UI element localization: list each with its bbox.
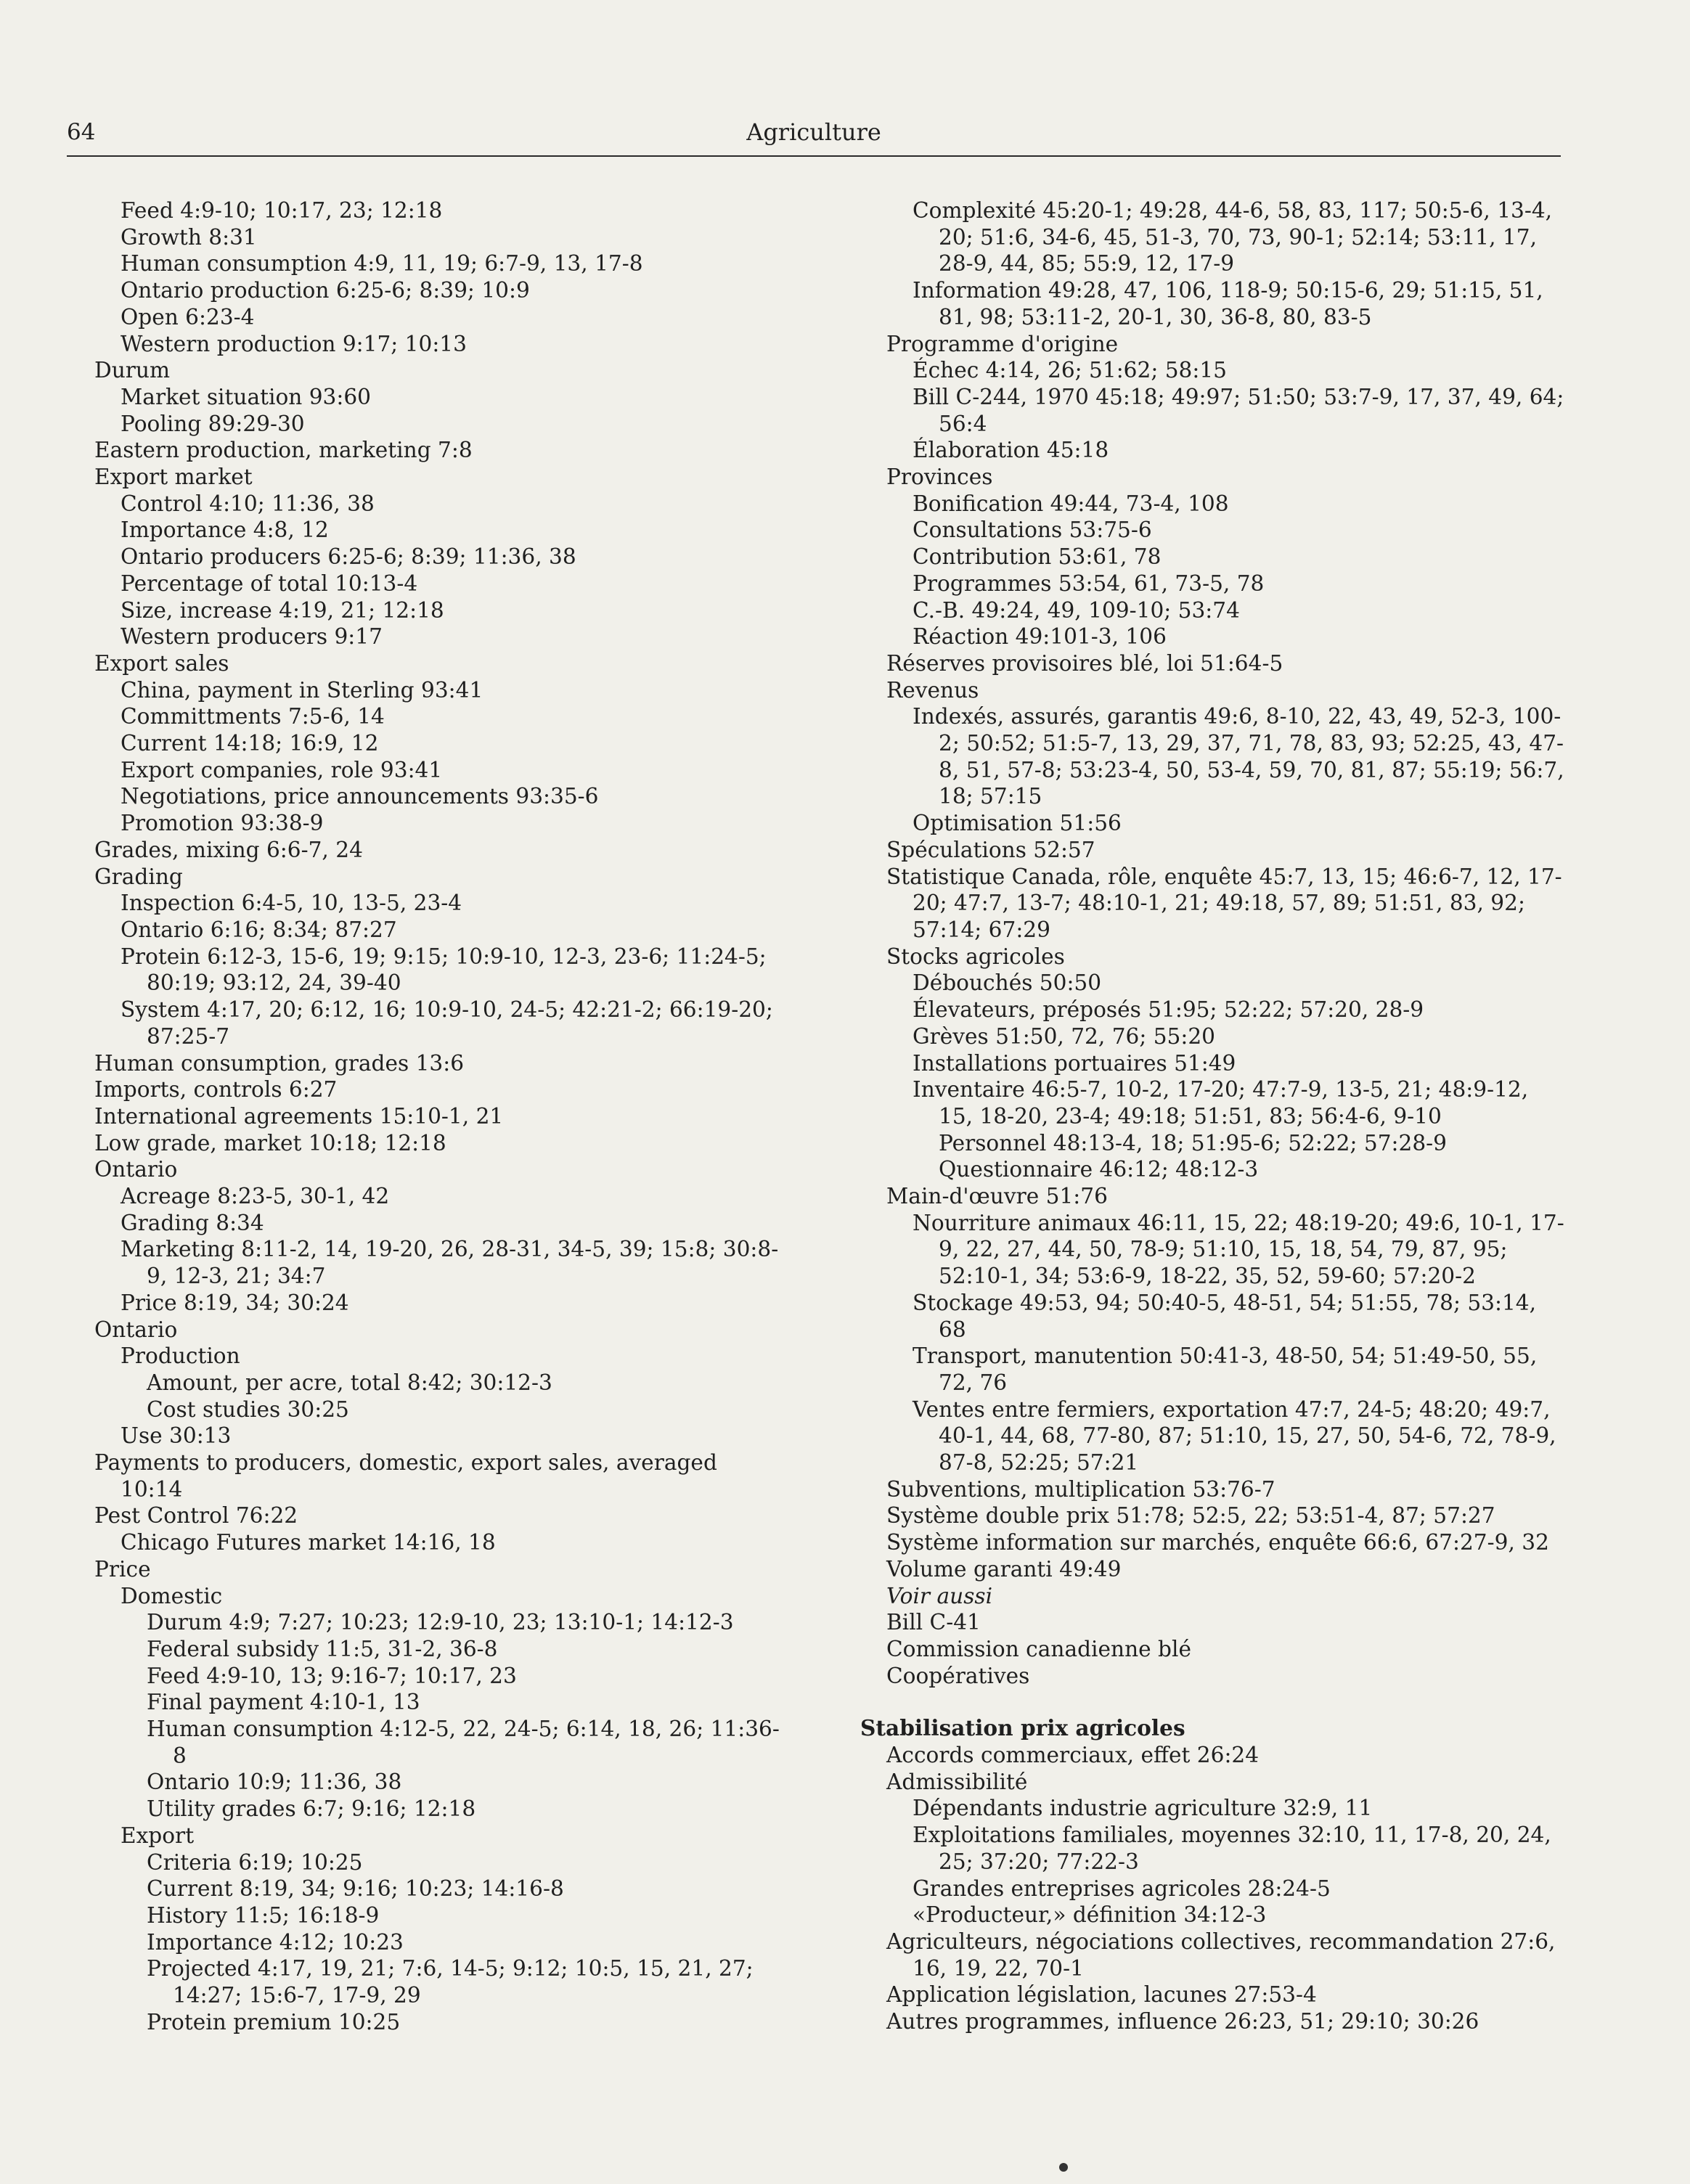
page-number: 64	[67, 119, 96, 145]
index-entry: Acreage 8:23-5, 30-1, 42	[121, 1184, 390, 1209]
index-entry: Élaboration 45:18	[913, 438, 1109, 463]
index-entry: Inspection 6:4-5, 10, 13-5, 23-4	[121, 891, 462, 916]
index-entry: Export companies, role 93:41	[121, 757, 443, 782]
index-entry: Imports, controls 6:27	[94, 1077, 338, 1103]
index-entry: Federal subsidy 11:5, 31-2, 36-8	[147, 1636, 498, 1661]
index-entry: Stockage 49:53, 94; 50:40-5, 48-51, 54; 51:55, 78; 53:14, 68	[913, 1290, 1537, 1342]
index-entry: Commission canadienne blé	[886, 1636, 1191, 1661]
index-entry: Réserves provisoires blé, loi 51:64-5	[886, 650, 1283, 676]
index-entry: Grandes entreprises agricoles 28:24-5	[913, 1876, 1331, 1901]
index-entry: Voir aussi	[886, 1583, 993, 1608]
index-entry: Autres programmes, influence 26:23, 51; 29:10; 30:26	[886, 2009, 1479, 2034]
index-entry: Ontario 10:9; 11:36, 38	[147, 1770, 402, 1795]
index-entry: China, payment in Sterling 93:41	[121, 677, 483, 703]
index-entry: Protein premium 10:25	[147, 2009, 401, 2034]
index-entry: Pooling 89:29-30	[121, 411, 305, 436]
index-entry: Control 4:10; 11:36, 38	[121, 491, 375, 516]
index-entry: Contribution 53:61, 78	[913, 544, 1162, 570]
index-entry: Eastern production, marketing 7:8	[94, 438, 473, 463]
index-entry: Complexité 45:20-1; 49:28, 44-6, 58, 83, 117; 50:5-6, 13-4, 20; 51:6, 34-6, 45, 51-3, 70, 73, 90-1; 52:14; 53:11, 17, 28-9, 44, 85; 55:9, 12, 17-9	[913, 198, 1553, 277]
index-entry: Débouchés 50:50	[913, 970, 1102, 996]
index-entry: Export sales	[94, 650, 229, 676]
index-entry: Export market	[94, 465, 253, 490]
index-entry: Ontario	[94, 1317, 178, 1342]
index-entry: Admissibilité	[886, 1769, 1028, 1794]
index-entry: Negotiations, price announcements 93:35-6	[121, 784, 599, 809]
index-entry: Importance 4:8, 12	[121, 518, 329, 543]
index-entry: Size, increase 4:19, 21; 12:18	[121, 597, 444, 623]
index-column-left	[94, 197, 784, 2036]
index-entry: Provinces	[886, 465, 993, 490]
index-entry: Réaction 49:101-3, 106	[913, 624, 1167, 650]
index-entry: Utility grades 6:7; 9:16; 12:18	[147, 1796, 476, 1822]
index-entry: Promotion 93:38-9	[121, 811, 324, 836]
index-entry: Payments to producers, domestic, export sales, averaged 10:14	[94, 1450, 717, 1502]
index-heading: Stabilisation prix agricoles	[860, 1715, 1185, 1741]
index-entry: Current 8:19, 34; 9:16; 10:23; 14:16-8	[147, 1876, 564, 1902]
index-entry: Western producers 9:17	[121, 624, 383, 650]
index-entry: Programme d'origine	[886, 331, 1119, 356]
index-entry: Ontario production 6:25-6; 8:39; 10:9	[121, 278, 530, 303]
index-column-right	[860, 197, 1564, 2035]
index-entry: Current 14:18; 16:9, 12	[121, 731, 379, 756]
index-entry: Subventions, multiplication 53:76-7	[886, 1476, 1275, 1502]
index-entry: Agriculteurs, négociations collectives, recommandation 27:6, 16, 19, 22, 70-1	[886, 1929, 1556, 1981]
index-entry: Questionnaire 46:12; 48:12-3	[939, 1157, 1259, 1182]
index-entry: Projected 4:17, 19, 21; 7:6, 14-5; 9:12; 10:5, 15, 21, 27; 14:27; 15:6-7, 17-9, 29	[147, 1956, 754, 2008]
index-entry: Élevateurs, préposés 51:95; 52:22; 57:20, 28-9	[913, 997, 1424, 1023]
index-entry: Programmes 53:54, 61, 73-5, 78	[913, 570, 1265, 596]
index-entry: Amount, per acre, total 8:42; 30:12-3	[147, 1370, 552, 1395]
index-entry: Export	[121, 1823, 195, 1848]
index-entry: Low grade, market 10:18; 12:18	[94, 1130, 446, 1156]
index-entry: Production	[121, 1343, 240, 1369]
index-entry: Human consumption 4:9, 11, 19; 6:7-9, 13, 17-8	[121, 251, 643, 277]
index-entry: Grading	[94, 864, 183, 889]
index-entry: Revenus	[886, 677, 979, 703]
index-entry: Coopératives	[886, 1663, 1030, 1688]
index-entry: Installations portuaires 51:49	[913, 1050, 1236, 1076]
index-entry: Bill C-41	[886, 1610, 981, 1635]
index-entry: Inventaire 46:5-7, 10-2, 17-20; 47:7-9, 13-5, 21; 48:9-12, 15, 18-20, 23-4; 49:18; 51:51, 83; 56:4-6, 9-10	[913, 1077, 1529, 1129]
index-entry: Information 49:28, 47, 106, 118-9; 50:15-6, 29; 51:15, 51, 81, 98; 53:11-2, 20-1, 30, 36-8, 80, 83-5	[913, 278, 1543, 330]
index-entry: Ventes entre fermiers, exportation 47:7, 24-5; 48:20; 49:7, 40-1, 44, 68, 77-80, 87; 51:10, 15, 27, 50, 54-6, 72, 78-9, 87-8, 52:25; 57:21	[913, 1396, 1556, 1476]
index-entry: Open 6:23-4	[121, 304, 255, 330]
index-entry: Price 8:19, 34; 30:24	[121, 1290, 349, 1315]
index-entry: Human consumption, grades 13:6	[94, 1050, 465, 1076]
index-entry: Importance 4:12; 10:23	[147, 1929, 404, 1955]
index-entry: History 11:5; 16:18-9	[147, 1903, 380, 1928]
index-entry: Grading 8:34	[121, 1210, 264, 1235]
index-entry: Price	[94, 1556, 151, 1582]
print-mark	[1059, 2163, 1068, 2172]
index-entry: Marketing 8:11-2, 14, 19-20, 26, 28-31, 34-5, 39; 15:8; 30:8-9, 12-3, 21; 34:7	[121, 1237, 779, 1289]
index-entry: Volume garanti 49:49	[886, 1556, 1122, 1582]
index-entry: «Producteur,» définition 34:12-3	[913, 1902, 1267, 1928]
index-entry: Feed 4:9-10; 10:17, 23; 12:18	[121, 198, 443, 223]
index-entry: Main-d'œuvre 51:76	[886, 1184, 1108, 1209]
index-entry: Accords commerciaux, effet 26:24	[886, 1743, 1260, 1768]
index-entry: Feed 4:9-10, 13; 9:16-7; 10:17, 23	[147, 1663, 517, 1688]
index-entry: Percentage of total 10:13-4	[121, 570, 418, 596]
index-entry: Ontario 6:16; 8:34; 87:27	[121, 917, 397, 942]
index-entry: Chicago Futures market 14:16, 18	[121, 1530, 496, 1555]
running-title: Agriculture	[746, 118, 881, 146]
index-entry: Durum 4:9; 7:27; 10:23; 12:9-10, 23; 13:10-1; 14:12-3	[147, 1610, 734, 1635]
index-entry: Statistique Canada, rôle, enquête 45:7, 13, 15; 46:6-7, 12, 17-20; 47:7, 13-7; 48:10-1, 21; 49:18, 57, 89; 51:51, 83, 92; 57:14; 67:29	[886, 864, 1562, 942]
index-entry: Nourriture animaux 46:11, 15, 22; 48:19-20; 49:6, 10-1, 17-9, 22, 27, 44, 50, 78-9; 51:10, 15, 18, 54, 79, 87, 95; 52:10-1, 34; 53:6-9, 18-22, 35, 52, 59-60; 57:20-2	[913, 1210, 1564, 1289]
index-entry: Final payment 4:10-1, 13	[147, 1690, 420, 1715]
index-entry: Optimisation 51:56	[913, 811, 1122, 836]
index-entry: Durum	[94, 358, 171, 383]
index-entry: Growth 8:31	[121, 224, 257, 250]
index-entry: Domestic	[121, 1583, 223, 1608]
index-entry: Échec 4:14, 26; 51:62; 58:15	[913, 358, 1227, 383]
page-header	[67, 118, 1561, 157]
index-entry: Ontario	[94, 1157, 178, 1182]
index-entry: Application législation, lacunes 27:53-4	[886, 1982, 1317, 2008]
section-gap	[860, 1689, 1564, 1715]
index-entry: Bill C-244, 1970 45:18; 49:97; 51:50; 53:7-9, 17, 37, 49, 64; 56:4	[913, 384, 1564, 436]
index-entry: Protein 6:12-3, 15-6, 19; 9:15; 10:9-10, 12-3, 23-6; 11:24-5; 80:19; 93:12, 24, 39-40	[121, 944, 767, 996]
index-entry: Western production 9:17; 10:13	[121, 331, 467, 356]
index-entry: System 4:17, 20; 6:12, 16; 10:9-10, 24-5; 42:21-2; 66:19-20; 87:25-7	[121, 997, 773, 1049]
index-entry: Indexés, assurés, garantis 49:6, 8-10, 22, 43, 49, 52-3, 100-2; 50:52; 51:5-7, 13, 29, 37, 71, 78, 83, 93; 52:25, 43, 47-8, 51, 57-8; 53:23-4, 50, 53-4, 59, 70, 81, 87; 55:19; 56:7, 18; 57:15	[913, 704, 1564, 809]
index-entry: Committments 7:5-6, 14	[121, 704, 385, 729]
index-entry: Market situation 93:60	[121, 384, 372, 409]
index-entry: Système information sur marchés, enquête 66:6, 67:27-9, 32	[886, 1530, 1549, 1555]
index-entry: Grèves 51:50, 72, 76; 55:20	[913, 1023, 1216, 1049]
index-entry: Cost studies 30:25	[147, 1396, 349, 1422]
index-entry: Bonification 49:44, 73-4, 108	[913, 491, 1229, 516]
index-entry: C.-B. 49:24, 49, 109-10; 53:74	[913, 597, 1240, 623]
index-entry: Transport, manutention 50:41-3, 48-50, 54; 51:49-50, 55, 72, 76	[913, 1343, 1538, 1395]
index-entry: Dépendants industrie agriculture 32:9, 11	[913, 1796, 1373, 1821]
index-entry: Système double prix 51:78; 52:5, 22; 53:51-4, 87; 57:27	[886, 1503, 1495, 1529]
index-entry: Use 30:13	[121, 1423, 232, 1449]
index-entry: Ontario producers 6:25-6; 8:39; 11:36, 38	[121, 544, 576, 570]
index-entry: Criteria 6:19; 10:25	[147, 1849, 363, 1875]
index-entry: International agreements 15:10-1, 21	[94, 1103, 504, 1129]
index-entry: Grades, mixing 6:6-7, 24	[94, 837, 363, 862]
index-entry: Pest Control 76:22	[94, 1503, 298, 1529]
index-entry: Spéculations 52:57	[886, 837, 1095, 862]
index-entry: Consultations 53:75-6	[913, 518, 1152, 543]
index-entry: Personnel 48:13-4, 18; 51:95-6; 52:22; 57:28-9	[939, 1130, 1447, 1156]
index-entry: Human consumption 4:12-5, 22, 24-5; 6:14, 18, 26; 11:36-8	[147, 1717, 780, 1768]
index-entry: Exploitations familiales, moyennes 32:10, 11, 17-8, 20, 24, 25; 37:20; 77:22-3	[913, 1823, 1551, 1874]
index-entry: Stocks agricoles	[886, 944, 1065, 969]
